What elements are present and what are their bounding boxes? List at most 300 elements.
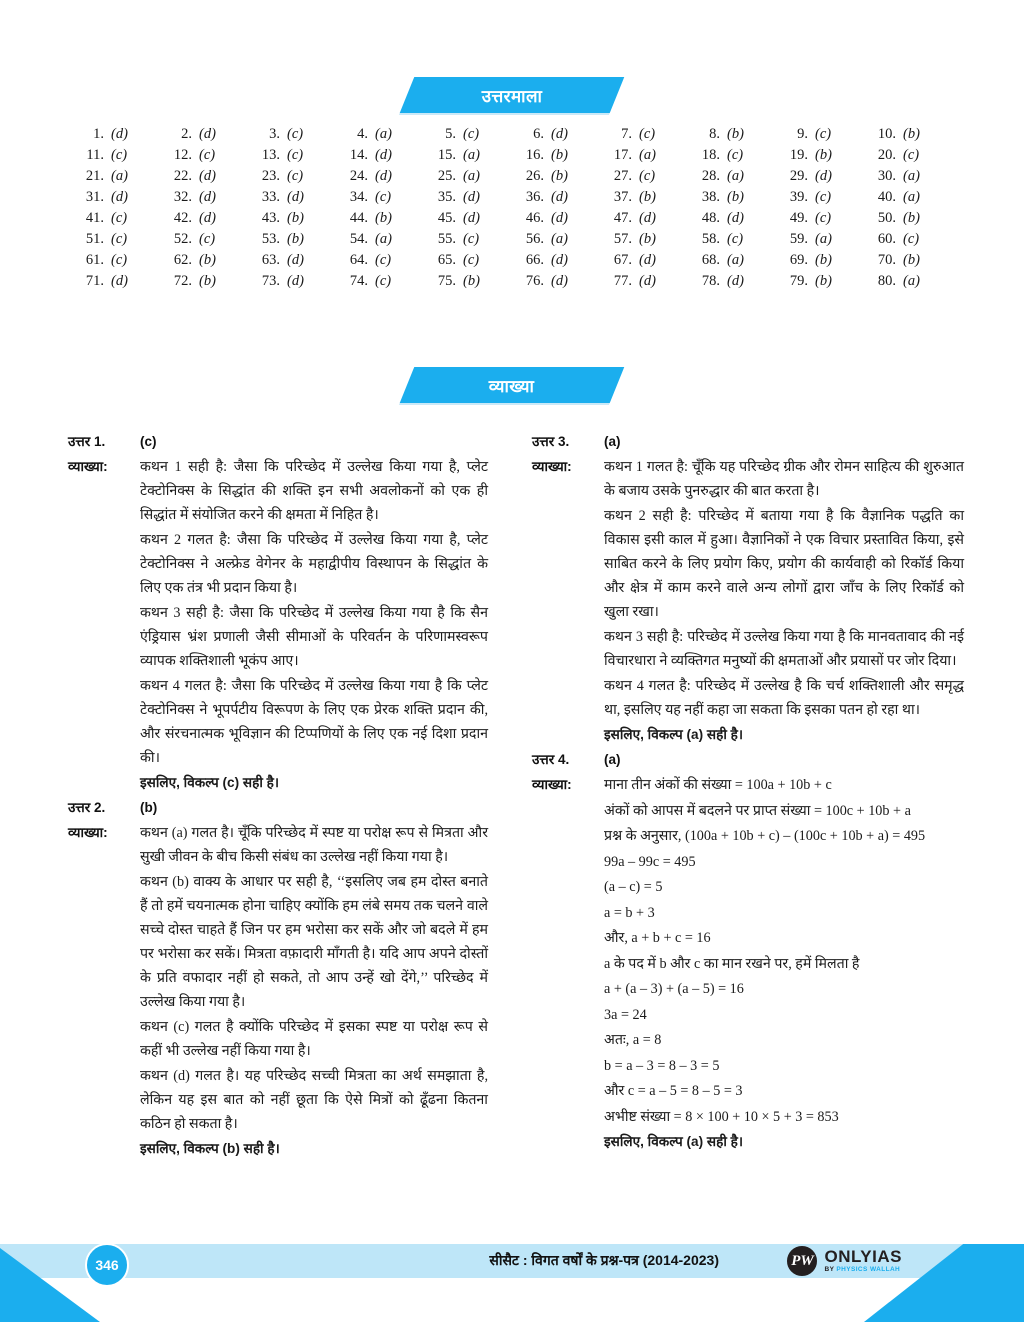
explanation-paragraph: कथन (c) गलत है क्योंकि परिच्छेद में इसका स्पष्ट या परोक्ष रूप से कहीं भी उल्लेख नहीं किया गया है। [140,1019,488,1059]
answer-key-option: (c) [903,231,920,247]
answer-key-cell [78,147,166,164]
answer-key-number: 44. [349,210,368,226]
answer-key-cell [78,252,166,269]
answer-key-option: (c) [287,126,304,142]
answer-option-q1: (c) [140,434,157,449]
explanation-math-line: माना तीन अंकों की संख्या = 100a + 10b + c [604,777,832,793]
explanation-math-line: 3a = 24 [604,1006,647,1023]
explanation-label-q2: व्याख्या: [68,825,108,840]
answer-key-cell [694,210,782,227]
right-column [512,432,1024,1164]
answer-key-number: 22. [173,168,192,184]
answer-key-number: 26. [525,168,544,184]
answer-key-option: (a) [903,189,920,205]
explanation-math-line: प्रश्न के अनुसार, (100a + 10b + c) – (100c + 10b + a) = 495 [604,828,926,844]
answer-key-cell [782,189,870,206]
answer-key-banner [0,77,1024,113]
answer-option-q4: (a) [604,752,621,767]
answer-key-cell [254,210,342,227]
answer-key-cell [254,252,342,269]
answer-key-number: 50. [877,210,896,226]
answer-key-cell [606,147,694,164]
explanation-conclusion-q2: इसलिए, विकल्प (b) सही है। [140,1141,280,1156]
answer-key-option: (b) [639,189,656,205]
answer-key-cell [78,189,166,206]
answer-key-number: 43. [261,210,280,226]
answer-key-option: (d) [287,273,304,289]
explanation-conclusion-q3: इसलिए, विकल्प (a) सही है। [604,727,743,742]
answer-key-number: 76. [525,273,544,289]
answer-key-cell [254,189,342,206]
answer-key-option: (d) [463,210,480,226]
answer-key-number: 12. [173,147,192,163]
answer-key-number: 23. [261,168,280,184]
answer-key-cell [606,231,694,248]
explanation-paragraph: कथन 2 गलत है: जैसा कि परिच्छेद में उल्लेख किया गया है, प्लेट टेक्टोनिक्स ने अल्फ्रेड वेगेनर के महाद्वीपीय विस्थापन के सिद्धांत के लिए एक तंत्र भी प्रदान किया है। [140,532,488,596]
answer-key-option: (b) [551,168,568,184]
explanations-columns [0,432,1024,1164]
answer-key-option: (b) [639,231,656,247]
answer-key-cell [430,189,518,206]
answer-key-cell [254,147,342,164]
explanation-math-line: a + (a – 3) + (a – 5) = 16 [604,981,744,997]
explanation-body-q4 [604,773,964,1155]
answer-key-cell [166,210,254,227]
answer-key-cell [694,231,782,248]
answer-key-number: 59. [789,231,808,247]
answer-key-number: 9. [797,126,808,142]
explanation-body-q3 [604,455,964,748]
explanation-block-q2 [68,798,488,1162]
explanation-math-line: और, a + b + c = 16 [604,930,711,946]
answer-key-number: 13. [261,147,280,163]
answer-key-option: (c) [727,231,744,247]
answer-key-cell [870,231,958,248]
explanation-paragraph: कथन 3 सही है: परिच्छेद में उल्लेख किया गया है कि मानवतावाद की नई विचारधारा ने व्यक्तिगत मनुष्यों की क्षमताओं और प्रयासों पर जोर दिया। [604,629,964,669]
answer-key-cell [782,147,870,164]
answer-key-cell [430,147,518,164]
answer-key-cell [694,126,782,143]
answer-key-cell [430,210,518,227]
answer-key-cell [518,126,606,143]
answer-key-number: 69. [789,252,808,268]
answer-key-grid [78,126,958,290]
explanation-conclusion-q4: इसलिए, विकल्प (a) सही है। [604,1134,743,1149]
answer-key-number: 3. [269,126,280,142]
answer-key-cell [518,189,606,206]
answer-heading-q2 [68,798,488,816]
answer-key-option: (b) [903,252,920,268]
answer-key-option: (a) [463,147,480,163]
answer-key-number: 2. [181,126,192,142]
answer-key-number: 14. [349,147,368,163]
answer-key-cell [166,168,254,185]
explanation-paragraph: कथन 1 गलत है: चूँकि यह परिच्छेद ग्रीक और रोमन साहित्य की शुरुआत के बजाय उसके पुनरुद्धार की बात करता है। [604,459,964,499]
answer-key-option: (c) [639,168,656,184]
answer-key-cell [870,126,958,143]
answer-key-option: (b) [375,210,392,226]
physics-wallah-mark-icon: PW [787,1246,817,1276]
answer-key-option: (c) [199,231,216,247]
explanations-banner-label: व्याख्या [489,376,535,396]
answer-key-cell [78,273,166,290]
answer-key-option: (d) [551,189,568,205]
answer-key-number: 57. [613,231,632,247]
explanation-row-q3 [532,455,964,748]
explanation-paragraph: कथन 2 सही है: परिच्छेद में बताया गया है कि वैज्ञानिक पद्धति का विकास इसी काल में हुआ। वैज्ञानिकों ने एक विचार प्रस्तावित किया, इसे साबित करने के लिए प्रयोग किए, प्रयोग की कार्यवाही को रिकॉर्ड किया और क्षेत्र में काम करने वाले अन्य लोगों द्वारा जाँच के लिए रिकॉर्ड को खुला रखा। [604,508,964,620]
answer-key-option: (d) [287,252,304,268]
answer-key-option: (d) [815,168,832,184]
answer-key-cell [870,210,958,227]
answer-key-option: (b) [463,273,480,289]
answer-key-option: (d) [551,126,568,142]
answer-key-cell [782,210,870,227]
explanation-paragraph: कथन (a) गलत है। चूँकि परिच्छेद में स्पष्ट या परोक्ष रूप से मित्रता और सुखी जीवन के बीच किसी संबंध का उल्लेख नहीं किया गया है। [140,825,488,865]
answer-key-number: 6. [533,126,544,142]
answer-key-option: (a) [903,168,920,184]
answer-key-option: (c) [111,231,128,247]
answer-key-cell [342,168,430,185]
answer-key-option: (b) [815,147,832,163]
answer-key-number: 68. [701,252,720,268]
answer-key-number: 34. [349,189,368,205]
answer-key-cell [254,168,342,185]
answer-key-number: 17. [613,147,632,163]
answer-key-cell [430,126,518,143]
answer-key-option: (c) [111,147,128,163]
answer-key-number: 53. [261,231,280,247]
explanations-banner-shape [400,367,625,403]
answer-key-number: 80. [877,273,896,289]
answer-key-option: (d) [639,210,656,226]
answer-key-option: (b) [815,252,832,268]
answer-key-option: (a) [375,231,392,247]
answer-key-number: 60. [877,231,896,247]
answer-key-cell [606,252,694,269]
answer-key-cell [78,126,166,143]
answer-key-number: 25. [437,168,456,184]
answer-key-number: 55. [437,231,456,247]
answer-key-option: (d) [287,189,304,205]
answer-key-cell [166,252,254,269]
answer-key-cell [78,168,166,185]
answer-key-number: 42. [173,210,192,226]
answer-key-option: (d) [639,273,656,289]
answer-key-cell [430,252,518,269]
answer-key-number: 70. [877,252,896,268]
explanation-block-q1 [68,432,488,796]
page-number-badge: 346 [85,1243,129,1287]
answer-key-cell [606,168,694,185]
answer-key-cell [430,168,518,185]
answer-key-cell [342,210,430,227]
answer-key-number: 47. [613,210,632,226]
answer-key-number: 67. [613,252,632,268]
answer-key-option: (b) [727,189,744,205]
answer-key-cell [430,231,518,248]
answer-key-number: 19. [789,147,808,163]
explanation-label-q1: व्याख्या: [68,459,108,474]
answer-key-number: 8. [709,126,720,142]
brand-tagline-name: PHYSICS WALLAH [836,1266,901,1274]
answer-key-cell [430,273,518,290]
answer-key-option: (c) [111,252,128,268]
footer-title: सीसैट : विगत वर्षों के प्रश्न-पत्र (2014-2023) [489,1252,719,1268]
answer-key-number: 24. [349,168,368,184]
answer-key-cell [782,252,870,269]
answer-key-cell [782,273,870,290]
answer-key-cell [518,147,606,164]
answer-key-number: 39. [789,189,808,205]
answer-key-number: 41. [85,210,104,226]
answer-key-cell [254,126,342,143]
answer-key-cell [606,126,694,143]
explanation-math-line: और c = a – 5 = 8 – 5 = 3 [604,1083,743,1099]
answer-key-cell [342,231,430,248]
explanation-body-q2 [140,821,488,1162]
answer-key-option: (a) [815,231,832,247]
answer-key-option: (c) [375,273,392,289]
answer-key-option: (c) [815,126,832,142]
answer-key-number: 15. [437,147,456,163]
answer-heading-q1 [68,432,488,450]
explanation-paragraph: कथन (b) वाक्य के आधार पर सही है, ‘‘इसलिए जब हम दोस्त बनाते हैं तो हमें चयनात्मक होना चाहिए क्योंकि हम लंबे समय तक चलने वाले सच्चे दोस्त चाहते हैं जिन पर हम भरोसा कर सकें और जो बदले में हम पर भरोसा कर सकें। मित्रता वफ़ादारी माँगती है। यदि आप अपने दोस्तों के प्रति वफादार नहीं हो सकते, तो आप उन्हें खो देंगे,’’ परिच्छेद में उल्लेख किया गया है। [140,874,488,1010]
answer-key-cell [518,231,606,248]
answer-key-cell [694,189,782,206]
explanation-math-line: अतः, a = 8 [604,1032,662,1048]
answer-heading-q3 [532,432,964,450]
brand-name [824,1248,902,1265]
answer-key-option: (b) [199,273,216,289]
explanation-paragraph: कथन 4 गलत है: परिच्छेद में उल्लेख है कि चर्च शक्तिशाली और समृद्ध था, इसलिए यह नहीं कहा जा सकता कि इसका पतन हो रहा था। [604,678,964,718]
answer-key-option: (d) [639,252,656,268]
answer-key-cell [518,273,606,290]
answer-key-number: 20. [877,147,896,163]
answer-key-option: (d) [199,168,216,184]
answer-key-number: 40. [877,189,896,205]
answer-key-number: 74. [349,273,368,289]
answer-key-number: 56. [525,231,544,247]
answer-key-number: 16. [525,147,544,163]
answer-key-option: (c) [903,147,920,163]
answer-key-cell [78,231,166,248]
answer-key-cell [254,273,342,290]
answer-key-option: (c) [815,189,832,205]
answer-option-q3: (a) [604,434,621,449]
answer-key-number: 73. [261,273,280,289]
answer-label-q2: उत्तर 2. [68,800,106,815]
answer-label-q4: उत्तर 4. [532,752,570,767]
answer-key-number: 30. [877,168,896,184]
answer-key-option: (a) [551,231,568,247]
answer-key-number: 52. [173,231,192,247]
answer-key-cell [166,273,254,290]
explanation-conclusion-q1: इसलिए, विकल्प (c) सही है। [140,775,279,790]
answer-key-cell [342,147,430,164]
explanation-block-q4 [532,750,964,1155]
answer-key-option: (c) [287,147,304,163]
answer-key-number: 35. [437,189,456,205]
answer-key-cell [78,210,166,227]
explanation-paragraph: कथन 1 सही है: जैसा कि परिच्छेद में उल्लेख किया गया है, प्लेट टेक्टोनिक्स के सिद्धांत की शक्ति इन सभी अवलोकनों को एक ही सिद्धांत में संयोजित करने की क्षमता में निहित है। [140,459,488,523]
explanation-math-line: b = a – 3 = 8 – 3 = 5 [604,1057,720,1074]
explanation-paragraph: कथन 4 गलत है: जैसा कि परिच्छेद में उल्लेख किया गया है कि प्लेट टेक्टोनिक्स ने भूपर्पटीय विरूपण के लिए एक प्रेरक शक्ति प्रदान की, और संरचनात्मक भूविज्ञान की टिप्पणियों के लिए एक नई दिशा प्रदान की। [140,678,488,766]
answer-key-cell [342,273,430,290]
explanation-row-q4 [532,773,964,1155]
answer-key-option: (b) [903,210,920,226]
answer-key-option: (b) [199,252,216,268]
answer-key-number: 65. [437,252,456,268]
explanation-row-q2 [68,821,488,1162]
explanation-math-line: (a – c) = 5 [604,879,663,895]
answer-key-number: 79. [789,273,808,289]
answer-key-number: 78. [701,273,720,289]
answer-key-number: 29. [789,168,808,184]
answer-key-option: (d) [463,189,480,205]
answer-key-cell [606,273,694,290]
answer-key-number: 62. [173,252,192,268]
answer-key-number: 51. [85,231,104,247]
answer-key-option: (d) [111,273,128,289]
answer-key-option: (a) [111,168,128,184]
answer-key-cell [694,273,782,290]
explanation-body-q1 [140,455,488,796]
answer-key-cell [782,126,870,143]
answer-key-option: (d) [551,210,568,226]
answer-key-number: 10. [877,126,896,142]
answer-key-number: 66. [525,252,544,268]
answer-key-option: (c) [463,126,480,142]
answer-key-cell [518,168,606,185]
answer-key-cell [870,189,958,206]
answer-key-number: 49. [789,210,808,226]
explanations-banner [0,367,1024,403]
answer-key-option: (d) [551,252,568,268]
answer-key-option: (d) [375,168,392,184]
answer-key-number: 36. [525,189,544,205]
answer-key-number: 63. [261,252,280,268]
answer-key-option: (b) [551,147,568,163]
answer-key-cell [166,231,254,248]
answer-key-number: 27. [613,168,632,184]
explanation-row-q1 [68,455,488,796]
answer-key-number: 58. [701,231,720,247]
answer-key-option: (b) [287,210,304,226]
brand-tagline-by: BY [824,1266,837,1274]
brand-tagline [824,1267,902,1274]
answer-key-number: 72. [173,273,192,289]
answer-key-number: 7. [621,126,632,142]
answer-key-option: (a) [727,168,744,184]
answer-key-option: (a) [903,273,920,289]
explanation-paragraph: कथन 3 सही है: जैसा कि परिच्छेद में उल्लेख किया गया है कि सैन एंड्रियास भ्रंश प्रणाली जैसी सीमाओं के परिवर्तन के परिणामस्वरूप व्यापक शक्तिशाली भूकंप आए। [140,605,488,669]
answer-key-option: (a) [727,252,744,268]
answer-key-cell [870,252,958,269]
answer-key-number: 75. [437,273,456,289]
answer-key-option: (a) [463,168,480,184]
answer-key-cell [606,210,694,227]
answer-key-option: (c) [375,189,392,205]
answer-key-number: 11. [86,147,104,163]
answer-option-q2: (b) [140,800,158,815]
answer-key-option: (c) [375,252,392,268]
answer-key-option: (b) [287,231,304,247]
answer-key-option: (a) [639,147,656,163]
answer-key-option: (c) [815,210,832,226]
answer-key-number: 5. [445,126,456,142]
answer-key-cell [694,168,782,185]
answer-key-option: (c) [111,210,128,226]
explanation-block-q3 [532,432,964,748]
answer-key-number: 21. [85,168,104,184]
answer-key-number: 1. [93,126,104,142]
answer-key-number: 28. [701,168,720,184]
answer-key-option: (d) [551,273,568,289]
answer-key-banner-label: उत्तरमाला [481,86,543,106]
answer-key-option: (c) [199,147,216,163]
answer-key-cell [694,252,782,269]
answer-key-option: (d) [199,189,216,205]
answer-key-number: 38. [701,189,720,205]
answer-label-q1: उत्तर 1. [68,434,106,449]
answer-key-option: (c) [639,126,656,142]
answer-key-option: (c) [463,231,480,247]
answer-key-number: 61. [85,252,104,268]
answer-key-cell [254,231,342,248]
explanation-paragraph: कथन (d) गलत है। यह परिच्छेद सच्ची मित्रता का अर्थ समझाता है, लेकिन यह इस बात को नहीं छूता कि ऐसे मित्रों को ढूँढना कितना कठिन हो सकता है। [140,1068,488,1132]
answer-key-cell [694,147,782,164]
answer-key-cell [782,168,870,185]
explanation-math-line: 99a – 99c = 495 [604,853,696,870]
answer-label-q3: उत्तर 3. [532,434,570,449]
answer-key-number: 18. [701,147,720,163]
answer-key-option: (d) [199,210,216,226]
answer-key-option: (d) [727,273,744,289]
explanation-label-q4: व्याख्या: [532,777,572,792]
answer-key-option: (d) [727,210,744,226]
answer-key-banner-shape [400,77,625,113]
answer-key-option: (d) [375,147,392,163]
answer-key-number: 32. [173,189,192,205]
answer-key-cell [606,189,694,206]
answer-key-cell [518,210,606,227]
answer-key-option: (b) [727,126,744,142]
answer-key-option: (d) [199,126,216,142]
answer-key-cell [166,126,254,143]
answer-key-number: 48. [701,210,720,226]
explanation-label-q3: व्याख्या: [532,459,572,474]
answer-key-number: 31. [85,189,104,205]
explanation-math-line: अभीष्ट संख्या = 8 × 100 + 10 × 5 + 3 = 853 [604,1108,839,1125]
answer-key-cell [166,147,254,164]
explanation-math-line: a = b + 3 [604,904,655,921]
brand-text [824,1248,902,1274]
brand-name-text: ONLYIAS [824,1247,902,1267]
explanation-math-line: अंकों को आपस में बदलने पर प्राप्त संख्या = 100c + 10b + a [604,802,911,819]
explanation-math-line: a के पद में b और c का मान रखने पर, हमें मिलता है [604,955,860,972]
answer-key-number: 33. [261,189,280,205]
answer-key-cell [518,252,606,269]
answer-key-option: (b) [903,126,920,142]
answer-key-option: (d) [111,126,128,142]
answer-key-cell [870,147,958,164]
answer-key-option: (b) [815,273,832,289]
answer-key-cell [870,168,958,185]
answer-key-cell [870,273,958,290]
answer-key-number: 45. [437,210,456,226]
answer-key-cell [342,189,430,206]
answer-key-option: (c) [463,252,480,268]
